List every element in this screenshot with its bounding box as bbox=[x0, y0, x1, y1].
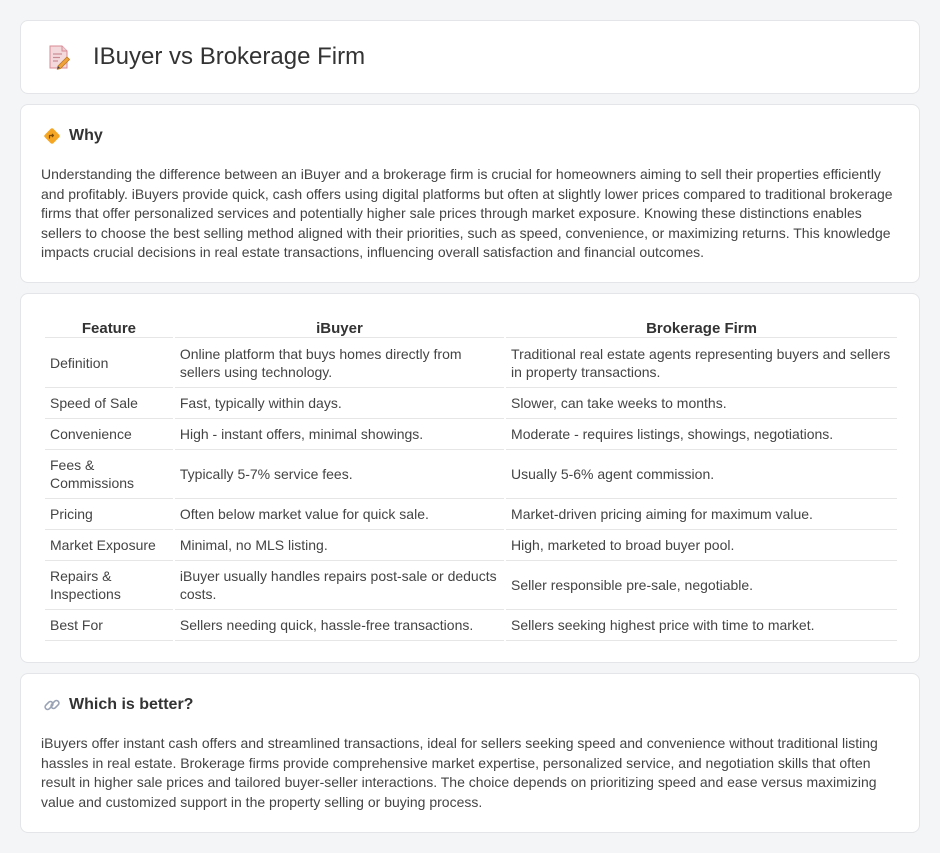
brokerage-cell: Seller responsible pre-sale, negotiable. bbox=[506, 561, 897, 610]
page-title: IBuyer vs Brokerage Firm bbox=[93, 43, 366, 70]
comparison-section bbox=[20, 293, 920, 663]
better-text: iBuyers offer instant cash offers and streamlined transactions, ideal for sellers seeking speed and convenience without traditional listing hassles in real estate. Brokerage firms provide comprehensive market expertise, personalized service, and negotiation skills that often result in higher sale prices and tailored buyer-seller interactions. The choice depends on prioritizing speed and ease versus maximizing value and customized support in the property selling or buying process. bbox=[41, 735, 878, 810]
table-row bbox=[45, 530, 897, 561]
diamond-direction-icon bbox=[43, 127, 61, 145]
why-title: Why bbox=[69, 127, 103, 144]
feature-cell: Convenience bbox=[45, 419, 173, 450]
why-section bbox=[20, 104, 920, 283]
brokerage-cell: Sellers seeking highest price with time to market. bbox=[506, 610, 897, 641]
ibuyer-cell: Sellers needing quick, hassle-free transactions. bbox=[175, 610, 504, 641]
header-feature: Feature bbox=[45, 316, 173, 338]
brokerage-cell: Moderate - requires listings, showings, negotiations. bbox=[506, 419, 897, 450]
table-row bbox=[45, 388, 897, 419]
brokerage-cell: High, marketed to broad buyer pool. bbox=[506, 530, 897, 561]
brokerage-cell: Usually 5-6% agent commission. bbox=[506, 450, 897, 499]
link-icon bbox=[43, 696, 61, 714]
table-row bbox=[45, 499, 897, 530]
ibuyer-cell: Fast, typically within days. bbox=[175, 388, 504, 419]
comparison-table bbox=[43, 316, 899, 641]
document-pen-icon bbox=[47, 44, 71, 70]
brokerage-cell: Traditional real estate agents representing buyers and sellers in property transactions. bbox=[506, 338, 897, 388]
better-title: Which is better? bbox=[69, 696, 194, 713]
table-row bbox=[45, 610, 897, 641]
feature-cell: Repairs & Inspections bbox=[45, 561, 173, 610]
ibuyer-cell: Online platform that buys homes directly from sellers using technology. bbox=[175, 338, 504, 388]
feature-cell: Pricing bbox=[45, 499, 173, 530]
brokerage-cell: Slower, can take weeks to months. bbox=[506, 388, 897, 419]
header-ibuyer: iBuyer bbox=[175, 316, 504, 338]
table-row bbox=[45, 561, 897, 610]
ibuyer-cell: Minimal, no MLS listing. bbox=[175, 530, 504, 561]
ibuyer-cell: iBuyer usually handles repairs post-sale or deducts costs. bbox=[175, 561, 504, 610]
why-text: Understanding the difference between an iBuyer and a brokerage firm is crucial for homeowners aiming to sell their properties efficiently and profitably. iBuyers provide quick, cash offers using digital platforms but often at slightly lower prices compared to traditional brokerage firms that offer personalized services and potentially higher sale prices through market exposure. Knowing these distinctions enables sellers to choose the best selling method aligned with their priorities, such as speed, convenience, or maximizing returns. This knowledge impacts crucial decisions in real estate transactions, influencing overall satisfaction and financial outcomes. bbox=[41, 166, 893, 260]
table-header-row bbox=[45, 316, 897, 338]
feature-cell: Speed of Sale bbox=[45, 388, 173, 419]
ibuyer-cell: High - instant offers, minimal showings. bbox=[175, 419, 504, 450]
header-card bbox=[20, 20, 920, 94]
which-better-section bbox=[20, 673, 920, 833]
ibuyer-cell: Typically 5-7% service fees. bbox=[175, 450, 504, 499]
table-row bbox=[45, 338, 897, 388]
feature-cell: Definition bbox=[45, 338, 173, 388]
why-heading bbox=[43, 127, 103, 145]
ibuyer-cell: Often below market value for quick sale. bbox=[175, 499, 504, 530]
table-row bbox=[45, 419, 897, 450]
table-row bbox=[45, 450, 897, 499]
brokerage-cell: Market-driven pricing aiming for maximum value. bbox=[506, 499, 897, 530]
feature-cell: Fees & Commissions bbox=[45, 450, 173, 499]
better-heading bbox=[43, 696, 193, 714]
header-brokerage: Brokerage Firm bbox=[506, 316, 897, 338]
feature-cell: Best For bbox=[45, 610, 173, 641]
feature-cell: Market Exposure bbox=[45, 530, 173, 561]
